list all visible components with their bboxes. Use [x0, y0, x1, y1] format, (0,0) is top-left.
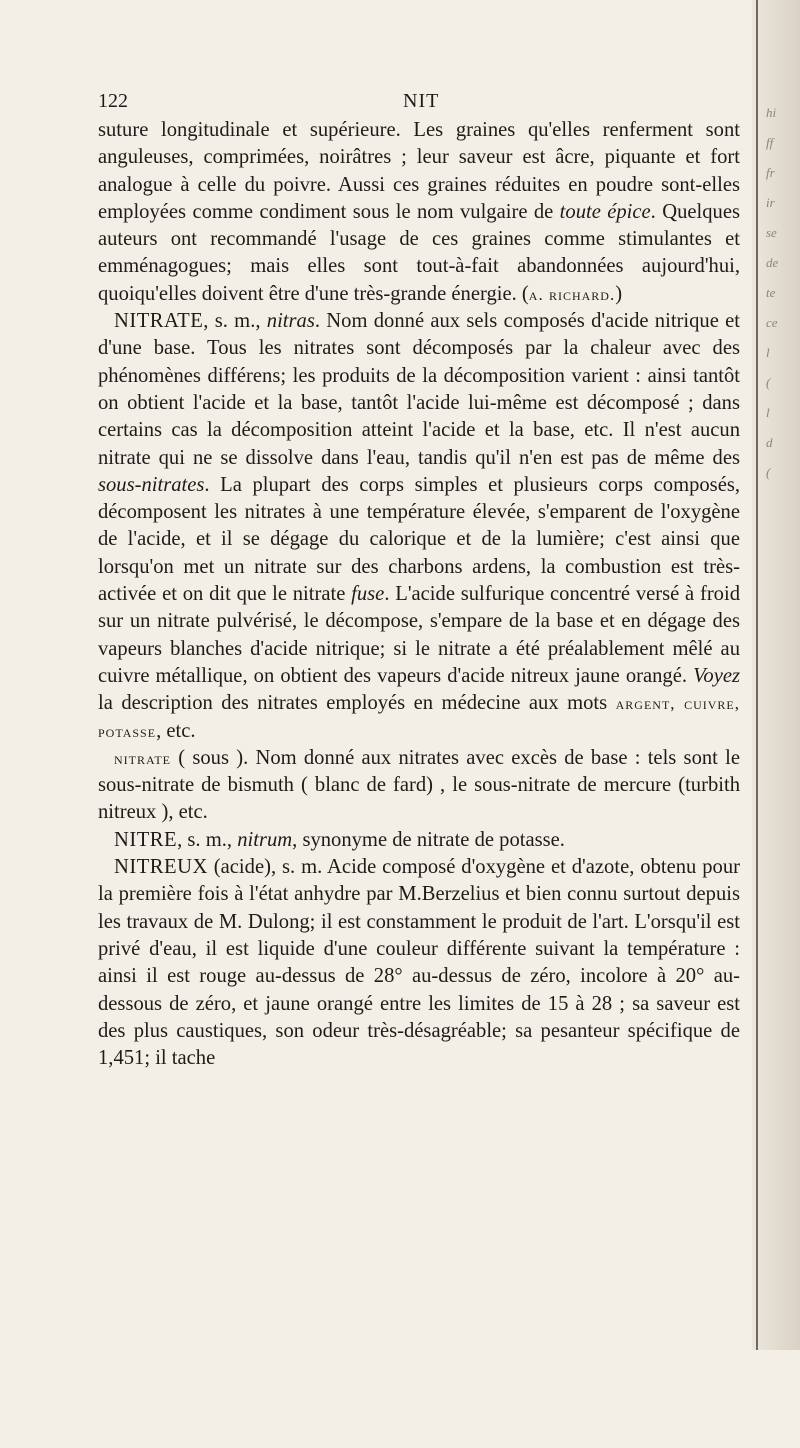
facing-page-bleed: hi ff fr ir se de te ce l ( l d (: [766, 105, 779, 480]
running-head: NIT: [403, 90, 440, 112]
binding-spine: [756, 0, 758, 1350]
paragraph-continuation: suture longitudinale et supérieure. Les graines qu'elles renferment sont anguleuses, comprimées, noirâtres ; leur saveur est âcre, piquante et fort analogue à celle du poivre. Aussi ces graines réduites en poudre sont-elles employées comme condiment sous le nom vulgaire de toute épice. Quelques auteurs ont recommandé l'usage de ces graines comme stimulantes et emménagogues; mais elles sont tout-à-fait abandonnées aujourd'hui, quoiqu'elles doivent être d'une très-grande énergie. (a. richard.): [98, 119, 740, 305]
entry-nitre: NITRE, s. m., nitrum, synonyme de nitrate de potasse.: [114, 828, 565, 851]
headword: NITRE: [114, 828, 178, 851]
entry-sous-nitrate: nitrate ( sous ). Nom donné aux nitrates avec excès de base : tels sont le sous-nitrate de bismuth ( blanc de fard) , le sous-nitrate de mercure (turbith nitreux ), etc.: [98, 746, 740, 824]
headword: nitrate: [114, 748, 171, 768]
page-number: 122: [98, 90, 128, 112]
entry-nitrate: NITRATE, s. m., nitras. Nom donné aux sels composés d'acide nitrique et d'une base. Tous les nitrates sont décomposés par la chaleur avec des phénomènes différens; les produits de la décomposition varient : ainsi tantôt on obtient l'acide et la base, tantôt l'acide lui-même est décomposé ; dans certains cas la décomposition atteint l'acide et la base, etc. Il n'est aucun nitrate qui ne se dissolve dans l'eau, tandis qu'il n'en est pas de même des sous-nitrates. La plupart des corps simples et plusieurs corps composés, décomposent les nitrates à une température élevée, s'emparent de l'oxygène de l'acide, et il se dégage du calorique et de la lumière; c'est ainsi que lorsqu'on met un nitrate sur des charbons ardens, la combustion est très-activée et on dit que le nitrate fuse. L'acide sulfurique concentré versé à froid sur un nitrate pulvérisé, le décompose, s'empare de la base et en dégage des vapeurs blanches d'acide nitrique; si le nitrate a été préalablement mêlé au cuivre métallique, on obtient des vapeurs d'acide nitreux jaune orangé. Voyez la description des nitrates employés en médecine aux mots argent, cuivre, potasse, etc.: [98, 310, 740, 742]
headword: NITREUX: [114, 856, 208, 879]
entry-nitreux: NITREUX (acide), s. m. Acide composé d'oxygène et d'azote, obtenu pour la première fois à l'état anhydre par M.Berzelius et bien connu surtout depuis les travaux de M. Dulong; il est constamment le produit de l'art. L'orsqu'il est privé d'eau, il est liquide d'une couleur différente suivant la température : ainsi il est rouge au-dessus de 28° au-dessus de zéro, incolore à 20° au-dessous de zéro, et jaune orangé entre les limites de 15 à 28 ; sa saveur est des plus caustiques, son odeur très-désagréable; sa pesanteur spécifique de 1,451; il tache: [98, 856, 740, 1070]
dictionary-text: [98, 117, 740, 1072]
headword: NITRATE: [114, 310, 204, 333]
author-signature: a. richard.: [528, 284, 616, 304]
page-header: [98, 90, 738, 118]
cross-references: argent, cuivre, potasse: [98, 694, 740, 741]
